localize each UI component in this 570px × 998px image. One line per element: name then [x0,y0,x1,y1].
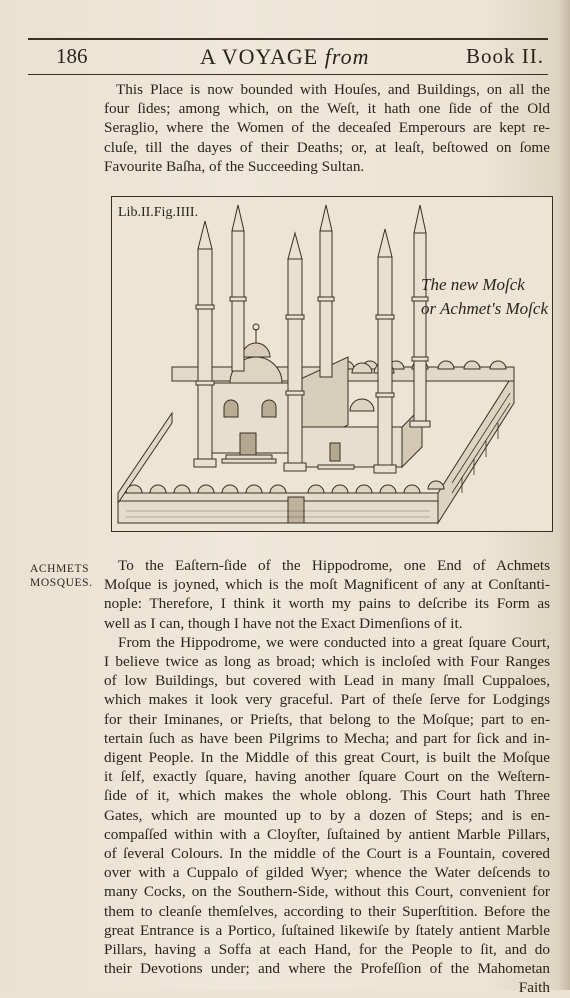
plate-caption-line: The new Moſck [420,275,525,294]
running-title-main: A VOYAGE [200,44,319,69]
text-line: which makes it look very graceful. Part of theſe ſerve for Lodgings [104,691,550,709]
text-line: Gates, which are mounted up to by a dozen of Steps; and is en- [104,806,550,824]
text-line: compaſſed within with a Cloyſter, ſuſtained by antient Marble Pillars, [104,825,550,843]
text-line: many Cocks, on the Southern-Side, without this Court, convenient for [104,883,550,901]
marginal-note-line: ACHMETS [30,563,90,575]
header-rule-bottom [28,74,548,75]
text-line: them to cleanſe themſelves, according to their Superſtition. Before the [104,902,550,920]
text-line: Pillars, having a Soffa at each Hand, for the People to ſit, and do [104,941,550,959]
plate-caption [421,273,548,321]
book-label: Book II. [466,44,544,68]
page-gutter-shadow [558,0,570,990]
figure-label: Lib.II.Fig.IIII. [118,205,199,220]
text-line: of low Buildings, but covered with Lead in many ſmall Cuppaloes, [104,672,550,690]
running-title-italic: from [324,44,370,69]
text-line: I believe twice as long as broad; which is incloſed with Four Ranges [104,653,550,671]
mosque-engraving [112,197,552,531]
text-line: of ſeveral Colours. In the middle of the Court is a Fountain, covered [104,845,550,863]
text-line: it ſelf, exactly ſquare, having another ſquare Court on the Weſtern- [104,768,550,786]
text-line: over with a Cuppalo of gilded Wyer; whence the Water deſcends to [104,864,550,882]
marginal-note [30,562,104,590]
running-head [30,40,546,74]
body-text [104,556,550,998]
text-line: cluſe, till the dayes of their Deaths; or, at leaſt, beſtowed on ſome [104,138,550,156]
text-line: digent People. In the Middle of this great Court, is built the Moſque [104,749,550,767]
text-line: This Place is now bounded with Houſes, and Buildings, on all the [116,81,550,98]
running-title [200,44,369,70]
engraving-plate [111,196,553,532]
catchword: Faith [518,979,550,997]
text-line: well as I can, though I have not the Exact Dimenſions of it. [104,614,463,632]
text-line: tertain ſuch as have been Pilgrims to Mecha; and part for ſick and in- [104,729,550,747]
text-line: To the Eaſtern-ſide of the Hippodrome, one End of Achmets [118,557,550,574]
text-line: Seraglio, where the Women of the deceaſed Emperours are kept re- [104,119,550,137]
text-line: four ſides; among which, on the Weſt, it hath one ſide of the Old [104,100,550,118]
text-line: Favourite Baſha, of the Succeeding Sultan. [104,157,365,175]
page-number: 186 [56,44,88,68]
text-line: From the Hippodrome, we were conducted into a great ſquare Court, [118,633,550,651]
text-line: Moſque is joyned, which is the moſt Magnificent of any at Conſtanti- [104,576,550,594]
text-line: ſide of it, which makes the whole oblong. This Court hath Three [104,787,550,805]
marginal-note-line: MOSQUES. [30,577,93,589]
intro-paragraph [104,80,550,176]
text-line: nople: Therefore, I think it worth my pains to deſcribe its Form as [104,595,550,613]
text-line: for their Iminanes, or Prieſts, that belong to the Moſque; part to en- [104,710,550,728]
text-line: their Devotions under; and where the Profeſſion of the Mahometan [104,960,550,978]
text-line: great Entrance is a Portico, ſuſtained likewiſe by ſtately antient Marble [104,921,550,939]
plate-caption-line: or Achmet's Moſck [420,299,548,318]
